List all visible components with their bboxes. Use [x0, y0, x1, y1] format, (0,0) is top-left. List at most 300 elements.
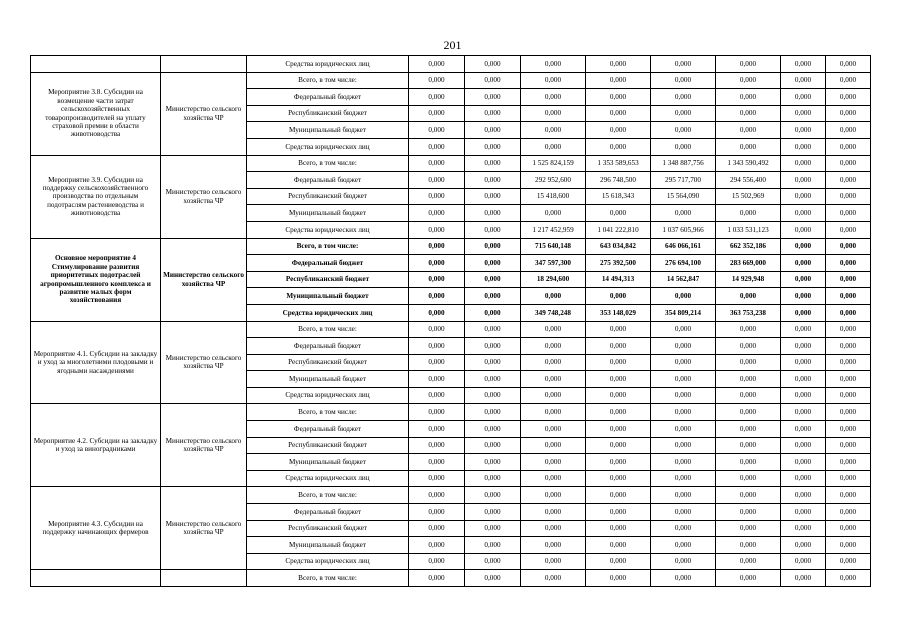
amount-cell: 0,000 — [826, 504, 871, 521]
amount-cell: 0,000 — [465, 470, 521, 487]
amount-cell: 0,000 — [716, 537, 781, 554]
table-row — [31, 72, 871, 89]
amount-cell: 0,000 — [651, 387, 716, 404]
amount-cell: 294 556,400 — [716, 172, 781, 189]
amount-cell: 0,000 — [781, 454, 826, 471]
amount-cell: 0,000 — [716, 122, 781, 139]
table-row — [31, 155, 871, 172]
amount-cell: 0,000 — [826, 221, 871, 238]
event-name-cell: Мероприятие 4.1. Субсидии на закладку и уход за многолетними плодовыми и ягодными насаждениями — [31, 321, 161, 404]
amount-cell: 292 952,600 — [521, 172, 586, 189]
funding-source-cell: Федеральный бюджет — [247, 172, 409, 189]
funding-source-cell: Муниципальный бюджет — [247, 205, 409, 222]
funding-source-cell: Средства юридических лиц — [247, 138, 409, 155]
amount-cell: 0,000 — [651, 504, 716, 521]
amount-cell: 0,000 — [409, 504, 465, 521]
amount-cell: 0,000 — [781, 122, 826, 139]
amount-cell: 0,000 — [781, 238, 826, 255]
amount-cell: 0,000 — [651, 354, 716, 371]
amount-cell: 0,000 — [826, 271, 871, 288]
amount-cell: 0,000 — [521, 520, 586, 537]
amount-cell: 0,000 — [409, 354, 465, 371]
amount-cell: 0,000 — [521, 89, 586, 106]
amount-cell: 0,000 — [651, 72, 716, 89]
amount-cell: 0,000 — [826, 371, 871, 388]
amount-cell: 0,000 — [781, 321, 826, 338]
amount-cell: 0,000 — [586, 553, 651, 570]
amount-cell: 0,000 — [465, 321, 521, 338]
amount-cell: 1 525 824,159 — [521, 155, 586, 172]
amount-cell: 0,000 — [651, 454, 716, 471]
amount-cell: 15 618,343 — [586, 188, 651, 205]
amount-cell: 0,000 — [826, 454, 871, 471]
funding-source-cell: Республиканский бюджет — [247, 105, 409, 122]
amount-cell: 0,000 — [465, 454, 521, 471]
amount-cell: 0,000 — [651, 470, 716, 487]
amount-cell: 0,000 — [409, 570, 465, 587]
event-name-cell: Мероприятие 3.8. Субсидии на возмещение части затрат сельскохозяйственных товаропроизводителей на уплату страховой премии в области животноводства — [31, 72, 161, 155]
amount-cell: 0,000 — [465, 221, 521, 238]
amount-cell: 0,000 — [465, 304, 521, 321]
amount-cell: 0,000 — [409, 520, 465, 537]
funding-source-cell: Республиканский бюджет — [247, 354, 409, 371]
amount-cell: 0,000 — [586, 387, 651, 404]
amount-cell: 363 753,238 — [716, 304, 781, 321]
amount-cell: 0,000 — [521, 470, 586, 487]
amount-cell: 0,000 — [781, 437, 826, 454]
amount-cell: 0,000 — [826, 520, 871, 537]
amount-cell: 0,000 — [781, 537, 826, 554]
event-name-cell: Мероприятие 4.3. Субсидии на поддержку начинающих фермеров — [31, 487, 161, 570]
amount-cell: 0,000 — [826, 570, 871, 587]
amount-cell: 0,000 — [716, 138, 781, 155]
amount-cell: 0,000 — [781, 487, 826, 504]
amount-cell: 0,000 — [521, 338, 586, 355]
amount-cell: 0,000 — [586, 89, 651, 106]
funding-source-cell: Федеральный бюджет — [247, 255, 409, 272]
funding-source-cell: Средства юридических лиц — [247, 387, 409, 404]
amount-cell: 0,000 — [716, 404, 781, 421]
amount-cell: 0,000 — [826, 89, 871, 106]
amount-cell: 0,000 — [826, 238, 871, 255]
amount-cell: 0,000 — [716, 205, 781, 222]
amount-cell: 0,000 — [409, 188, 465, 205]
amount-cell: 0,000 — [586, 321, 651, 338]
amount-cell: 0,000 — [651, 89, 716, 106]
amount-cell: 0,000 — [521, 421, 586, 438]
amount-cell: 0,000 — [521, 72, 586, 89]
amount-cell: 0,000 — [716, 89, 781, 106]
amount-cell: 0,000 — [409, 205, 465, 222]
amount-cell: 0,000 — [409, 56, 465, 73]
amount-cell: 0,000 — [826, 188, 871, 205]
amount-cell: 0,000 — [465, 487, 521, 504]
amount-cell: 715 640,148 — [521, 238, 586, 255]
amount-cell: 0,000 — [716, 371, 781, 388]
amount-cell: 14 562,847 — [651, 271, 716, 288]
amount-cell: 0,000 — [586, 288, 651, 305]
amount-cell: 0,000 — [781, 470, 826, 487]
event-name-cell — [31, 56, 161, 73]
amount-cell: 643 034,842 — [586, 238, 651, 255]
executor-cell — [161, 56, 247, 73]
amount-cell: 0,000 — [586, 404, 651, 421]
funding-source-cell: Федеральный бюджет — [247, 421, 409, 438]
amount-cell: 0,000 — [826, 155, 871, 172]
amount-cell: 0,000 — [651, 371, 716, 388]
funding-source-cell: Республиканский бюджет — [247, 437, 409, 454]
amount-cell: 0,000 — [781, 155, 826, 172]
amount-cell: 0,000 — [651, 520, 716, 537]
amount-cell: 0,000 — [716, 487, 781, 504]
amount-cell: 0,000 — [521, 105, 586, 122]
amount-cell: 0,000 — [826, 553, 871, 570]
amount-cell: 0,000 — [651, 487, 716, 504]
amount-cell: 0,000 — [465, 354, 521, 371]
amount-cell: 0,000 — [465, 288, 521, 305]
funding-source-cell: Республиканский бюджет — [247, 520, 409, 537]
amount-cell: 0,000 — [409, 155, 465, 172]
amount-cell: 283 669,000 — [716, 255, 781, 272]
amount-cell: 0,000 — [409, 387, 465, 404]
amount-cell: 0,000 — [826, 387, 871, 404]
amount-cell: 0,000 — [716, 421, 781, 438]
amount-cell: 0,000 — [716, 338, 781, 355]
amount-cell: 295 717,700 — [651, 172, 716, 189]
table-row — [31, 238, 871, 255]
funding-source-cell: Республиканский бюджет — [247, 271, 409, 288]
amount-cell: 0,000 — [781, 172, 826, 189]
executor-cell: Министерство сельского хозяйства ЧР — [161, 404, 247, 487]
amount-cell: 0,000 — [465, 138, 521, 155]
amount-cell: 0,000 — [465, 338, 521, 355]
amount-cell: 0,000 — [781, 89, 826, 106]
amount-cell: 0,000 — [651, 138, 716, 155]
amount-cell: 0,000 — [651, 404, 716, 421]
amount-cell: 0,000 — [781, 205, 826, 222]
amount-cell: 0,000 — [409, 89, 465, 106]
amount-cell: 1 343 590,492 — [716, 155, 781, 172]
amount-cell: 0,000 — [781, 221, 826, 238]
amount-cell: 0,000 — [826, 304, 871, 321]
amount-cell: 0,000 — [521, 454, 586, 471]
amount-cell: 0,000 — [651, 421, 716, 438]
amount-cell: 0,000 — [586, 354, 651, 371]
amount-cell: 18 294,600 — [521, 271, 586, 288]
funding-source-cell: Муниципальный бюджет — [247, 371, 409, 388]
amount-cell: 0,000 — [409, 221, 465, 238]
amount-cell: 0,000 — [826, 122, 871, 139]
amount-cell: 0,000 — [465, 56, 521, 73]
amount-cell: 15 418,600 — [521, 188, 586, 205]
amount-cell: 0,000 — [781, 271, 826, 288]
amount-cell: 0,000 — [716, 570, 781, 587]
amount-cell: 0,000 — [716, 387, 781, 404]
amount-cell: 0,000 — [586, 205, 651, 222]
amount-cell: 0,000 — [716, 454, 781, 471]
amount-cell: 0,000 — [409, 487, 465, 504]
amount-cell: 0,000 — [465, 404, 521, 421]
amount-cell: 0,000 — [465, 122, 521, 139]
amount-cell: 0,000 — [521, 138, 586, 155]
funding-source-cell: Муниципальный бюджет — [247, 454, 409, 471]
amount-cell: 349 748,248 — [521, 304, 586, 321]
amount-cell: 0,000 — [465, 271, 521, 288]
amount-cell: 0,000 — [716, 321, 781, 338]
amount-cell: 14 929,948 — [716, 271, 781, 288]
executor-cell: Министерство сельского хозяйства ЧР — [161, 238, 247, 321]
amount-cell: 0,000 — [521, 553, 586, 570]
amount-cell: 0,000 — [586, 105, 651, 122]
amount-cell: 0,000 — [409, 271, 465, 288]
amount-cell: 662 352,186 — [716, 238, 781, 255]
amount-cell: 0,000 — [826, 255, 871, 272]
table-row — [31, 570, 871, 587]
amount-cell: 0,000 — [781, 138, 826, 155]
amount-cell: 0,000 — [409, 553, 465, 570]
funding-source-cell: Федеральный бюджет — [247, 504, 409, 521]
amount-cell: 0,000 — [826, 487, 871, 504]
amount-cell: 0,000 — [465, 172, 521, 189]
amount-cell: 296 748,500 — [586, 172, 651, 189]
table-row — [31, 321, 871, 338]
amount-cell: 0,000 — [781, 504, 826, 521]
amount-cell: 1 217 452,959 — [521, 221, 586, 238]
event-name-cell — [31, 570, 161, 587]
amount-cell: 0,000 — [409, 421, 465, 438]
amount-cell: 0,000 — [586, 56, 651, 73]
amount-cell: 0,000 — [651, 56, 716, 73]
amount-cell: 1 037 605,966 — [651, 221, 716, 238]
amount-cell: 0,000 — [826, 138, 871, 155]
budget-table-body — [31, 56, 871, 587]
executor-cell: Министерство сельского хозяйства ЧР — [161, 487, 247, 570]
amount-cell: 15 502,969 — [716, 188, 781, 205]
amount-cell: 0,000 — [781, 421, 826, 438]
amount-cell: 0,000 — [521, 570, 586, 587]
funding-source-cell: Республиканский бюджет — [247, 188, 409, 205]
funding-source-cell: Средства юридических лиц — [247, 470, 409, 487]
amount-cell: 0,000 — [651, 537, 716, 554]
event-name-cell: Мероприятие 4.2. Субсидии на закладку и уход за виноградниками — [31, 404, 161, 487]
amount-cell: 0,000 — [465, 553, 521, 570]
funding-source-cell: Всего, в том числе: — [247, 487, 409, 504]
funding-source-cell: Всего, в том числе: — [247, 321, 409, 338]
page-number: 201 — [443, 38, 462, 52]
budget-table — [30, 55, 871, 587]
amount-cell: 15 564,090 — [651, 188, 716, 205]
amount-cell: 0,000 — [781, 354, 826, 371]
amount-cell: 0,000 — [781, 255, 826, 272]
amount-cell: 0,000 — [409, 172, 465, 189]
amount-cell: 0,000 — [465, 72, 521, 89]
amount-cell: 0,000 — [521, 205, 586, 222]
amount-cell: 0,000 — [409, 72, 465, 89]
funding-source-cell: Федеральный бюджет — [247, 338, 409, 355]
funding-source-cell: Всего, в том числе: — [247, 404, 409, 421]
amount-cell: 0,000 — [716, 437, 781, 454]
amount-cell: 0,000 — [781, 404, 826, 421]
funding-source-cell: Всего, в том числе: — [247, 72, 409, 89]
amount-cell: 0,000 — [826, 205, 871, 222]
amount-cell: 0,000 — [586, 72, 651, 89]
amount-cell: 0,000 — [716, 504, 781, 521]
amount-cell: 275 392,500 — [586, 255, 651, 272]
amount-cell: 0,000 — [826, 172, 871, 189]
amount-cell: 0,000 — [409, 138, 465, 155]
amount-cell: 0,000 — [781, 56, 826, 73]
funding-source-cell: Средства юридических лиц — [247, 553, 409, 570]
amount-cell: 0,000 — [409, 122, 465, 139]
executor-cell: Министерство сельского хозяйства ЧР — [161, 72, 247, 155]
amount-cell: 0,000 — [465, 105, 521, 122]
amount-cell: 1 353 589,653 — [586, 155, 651, 172]
amount-cell: 0,000 — [521, 321, 586, 338]
funding-source-cell: Всего, в том числе: — [247, 570, 409, 587]
amount-cell: 0,000 — [465, 155, 521, 172]
amount-cell: 0,000 — [651, 205, 716, 222]
amount-cell: 1 348 887,756 — [651, 155, 716, 172]
table-row — [31, 404, 871, 421]
funding-source-cell: Муниципальный бюджет — [247, 122, 409, 139]
amount-cell: 0,000 — [465, 421, 521, 438]
amount-cell: 0,000 — [651, 122, 716, 139]
amount-cell: 0,000 — [521, 504, 586, 521]
funding-source-cell: Муниципальный бюджет — [247, 288, 409, 305]
amount-cell: 0,000 — [465, 437, 521, 454]
amount-cell: 0,000 — [586, 437, 651, 454]
amount-cell: 0,000 — [716, 56, 781, 73]
amount-cell: 0,000 — [781, 553, 826, 570]
amount-cell: 0,000 — [586, 338, 651, 355]
amount-cell: 0,000 — [781, 304, 826, 321]
amount-cell: 0,000 — [826, 421, 871, 438]
amount-cell: 0,000 — [521, 288, 586, 305]
amount-cell: 0,000 — [521, 537, 586, 554]
amount-cell: 347 597,300 — [521, 255, 586, 272]
amount-cell: 0,000 — [586, 371, 651, 388]
amount-cell: 0,000 — [651, 288, 716, 305]
amount-cell: 0,000 — [465, 570, 521, 587]
amount-cell: 0,000 — [716, 72, 781, 89]
amount-cell: 0,000 — [465, 520, 521, 537]
event-name-cell: Мероприятие 3.9. Субсидии на поддержку сельскохозяйственного производства по отдельным подотраслям растениеводства и животноводства — [31, 155, 161, 238]
amount-cell: 353 148,029 — [586, 304, 651, 321]
amount-cell: 0,000 — [409, 470, 465, 487]
amount-cell: 0,000 — [586, 138, 651, 155]
amount-cell: 0,000 — [586, 454, 651, 471]
amount-cell: 0,000 — [716, 354, 781, 371]
amount-cell: 0,000 — [826, 437, 871, 454]
amount-cell: 0,000 — [651, 570, 716, 587]
amount-cell: 0,000 — [586, 520, 651, 537]
table-row — [31, 487, 871, 504]
amount-cell: 0,000 — [781, 338, 826, 355]
amount-cell: 0,000 — [521, 487, 586, 504]
amount-cell: 0,000 — [781, 105, 826, 122]
amount-cell: 0,000 — [521, 56, 586, 73]
amount-cell: 1 033 531,123 — [716, 221, 781, 238]
amount-cell: 0,000 — [465, 371, 521, 388]
amount-cell: 0,000 — [586, 487, 651, 504]
amount-cell: 0,000 — [716, 470, 781, 487]
amount-cell: 0,000 — [521, 122, 586, 139]
amount-cell: 0,000 — [521, 437, 586, 454]
amount-cell: 0,000 — [409, 454, 465, 471]
amount-cell: 0,000 — [409, 404, 465, 421]
amount-cell: 0,000 — [586, 122, 651, 139]
amount-cell: 0,000 — [781, 371, 826, 388]
amount-cell: 0,000 — [781, 288, 826, 305]
amount-cell: 0,000 — [409, 255, 465, 272]
amount-cell: 0,000 — [826, 470, 871, 487]
amount-cell: 0,000 — [826, 354, 871, 371]
amount-cell: 0,000 — [586, 421, 651, 438]
funding-source-cell: Федеральный бюджет — [247, 89, 409, 106]
table-row — [31, 56, 871, 73]
amount-cell: 0,000 — [409, 238, 465, 255]
amount-cell: 0,000 — [651, 321, 716, 338]
amount-cell: 0,000 — [781, 188, 826, 205]
amount-cell: 354 809,214 — [651, 304, 716, 321]
amount-cell: 646 066,161 — [651, 238, 716, 255]
amount-cell: 0,000 — [826, 338, 871, 355]
amount-cell: 0,000 — [716, 553, 781, 570]
executor-cell: Министерство сельского хозяйства ЧР — [161, 321, 247, 404]
amount-cell: 0,000 — [826, 288, 871, 305]
amount-cell: 0,000 — [781, 520, 826, 537]
amount-cell: 0,000 — [716, 288, 781, 305]
amount-cell: 276 694,100 — [651, 255, 716, 272]
amount-cell: 0,000 — [465, 537, 521, 554]
amount-cell: 0,000 — [651, 338, 716, 355]
amount-cell: 0,000 — [826, 321, 871, 338]
amount-cell: 0,000 — [409, 338, 465, 355]
amount-cell: 0,000 — [521, 371, 586, 388]
amount-cell: 0,000 — [716, 520, 781, 537]
amount-cell: 0,000 — [465, 205, 521, 222]
amount-cell: 0,000 — [465, 89, 521, 106]
executor-cell — [161, 570, 247, 587]
amount-cell: 0,000 — [465, 504, 521, 521]
executor-cell: Министерство сельского хозяйства ЧР — [161, 155, 247, 238]
amount-cell: 0,000 — [781, 72, 826, 89]
amount-cell: 0,000 — [781, 387, 826, 404]
amount-cell: 0,000 — [465, 238, 521, 255]
funding-source-cell: Всего, в том числе: — [247, 238, 409, 255]
funding-source-cell: Средства юридических лиц — [247, 56, 409, 73]
amount-cell: 0,000 — [409, 537, 465, 554]
amount-cell: 1 041 222,810 — [586, 221, 651, 238]
amount-cell: 0,000 — [409, 288, 465, 305]
amount-cell: 0,000 — [586, 470, 651, 487]
amount-cell: 0,000 — [781, 570, 826, 587]
amount-cell: 0,000 — [826, 105, 871, 122]
amount-cell: 0,000 — [409, 437, 465, 454]
funding-source-cell: Средства юридических лиц — [247, 221, 409, 238]
amount-cell: 0,000 — [716, 105, 781, 122]
funding-source-cell: Всего, в том числе: — [247, 155, 409, 172]
amount-cell: 0,000 — [586, 504, 651, 521]
amount-cell: 14 494,313 — [586, 271, 651, 288]
amount-cell: 0,000 — [409, 105, 465, 122]
amount-cell: 0,000 — [521, 354, 586, 371]
amount-cell: 0,000 — [826, 537, 871, 554]
amount-cell: 0,000 — [651, 105, 716, 122]
amount-cell: 0,000 — [586, 537, 651, 554]
funding-source-cell: Муниципальный бюджет — [247, 537, 409, 554]
amount-cell: 0,000 — [465, 255, 521, 272]
